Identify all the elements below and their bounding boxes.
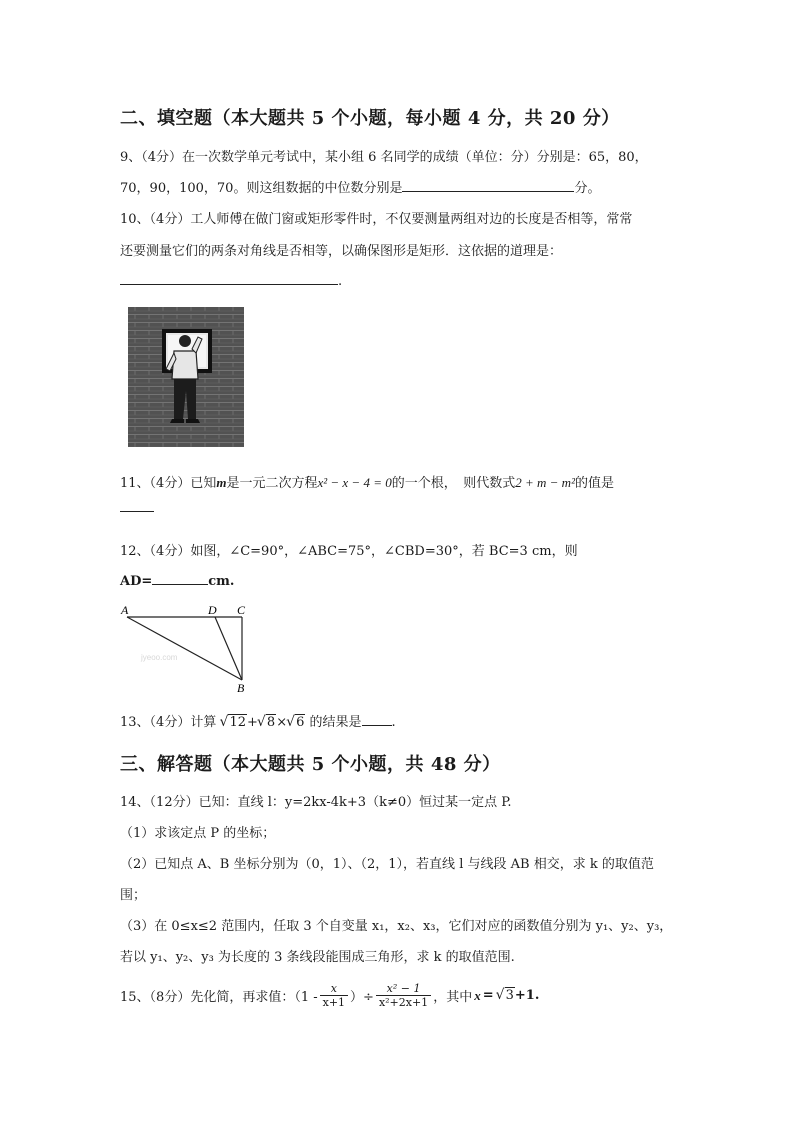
q11-text-mid: 是一元二次方程 bbox=[226, 476, 318, 491]
sqrt-6: √ 6 bbox=[287, 715, 305, 730]
q15-text-post: +1. bbox=[514, 988, 540, 1003]
point-label-b: B bbox=[237, 681, 245, 695]
q13-line bbox=[120, 711, 396, 730]
q14-line3: （2）已知点 A、B 坐标分别为（0，1）、（2，1），若直线 l 与线段 AB 相交，求 k 的取值范 bbox=[120, 857, 654, 872]
q14-line1: 14、（12分）已知：直线 l：y=2kx-4k+3（k≠0）恒过某一定点 P. bbox=[120, 795, 512, 810]
q15-var-x: x bbox=[474, 987, 481, 1003]
q15-line bbox=[120, 982, 539, 1009]
q13-text-pre: 13、（4分）计算 bbox=[120, 715, 217, 730]
q9-answer-blank[interactable] bbox=[402, 179, 574, 192]
fraction-x-over-x-plus-1: $\frac{x}{x+1}$ bbox=[320, 982, 348, 1009]
q11-text-mid2: 的一个根， 则代数式 bbox=[391, 476, 516, 491]
q10-answer-blank[interactable] bbox=[120, 272, 338, 285]
q13-answer-blank[interactable] bbox=[362, 713, 392, 726]
q12-triangle-figure bbox=[118, 602, 258, 698]
q9-line2 bbox=[120, 177, 600, 196]
watermark-text: jyeoo.com bbox=[141, 653, 178, 662]
q9-line2-end: 分。 bbox=[574, 181, 601, 196]
q11-var-m: m bbox=[216, 475, 227, 490]
section-3-title: 三、解答题（本大题共 5 个小题，共 48 分） bbox=[120, 754, 501, 775]
q11-line bbox=[120, 472, 614, 491]
q13-plus: + bbox=[247, 715, 258, 730]
q10-line3-end: . bbox=[338, 274, 343, 289]
q11-text-post: 的值是 bbox=[574, 476, 614, 491]
q11-answer-blank[interactable] bbox=[120, 511, 154, 512]
q11-expression: 2 + m − m² bbox=[515, 475, 575, 490]
q13-times: × bbox=[276, 715, 288, 730]
q14-line2: （1）求该定点 P 的坐标； bbox=[120, 826, 276, 841]
q11-text-pre: 11、（4分）已知 bbox=[120, 476, 217, 491]
q13-end: . bbox=[391, 715, 396, 730]
q14-line4: 围； bbox=[120, 888, 147, 903]
q10-line3 bbox=[120, 272, 342, 289]
sqrt-8: √ 8 bbox=[258, 715, 276, 730]
point-label-c: C bbox=[237, 603, 246, 617]
point-label-a: A bbox=[121, 603, 129, 617]
q15-text-mid: ）÷ bbox=[350, 990, 374, 1005]
q10-line1: 10、（4分）工人师傅在做门窗或矩形零件时，不仅要测量两组对边的长度是否相等，常常 bbox=[120, 212, 633, 227]
q12-ad-label: AD= bbox=[120, 574, 153, 589]
q13-text-post: 的结果是 bbox=[309, 715, 362, 730]
sqrt-3: √ 3 bbox=[497, 988, 515, 1003]
sqrt-12: √ 12 bbox=[220, 715, 247, 730]
worker-window-image bbox=[128, 307, 244, 447]
q10-line2: 还要测量它们的两条对角线是否相等，以确保图形是矩形．这依据的道理是： bbox=[120, 244, 563, 259]
q14-line6: 若以 y₁、y₂、y₃ 为长度的 3 条线段能围成三角形，求 k 的取值范围. bbox=[120, 950, 515, 965]
q11-equation: x² − x − 4 = 0 bbox=[317, 475, 392, 490]
q9-line2-text: 70，90，100，70。则这组数据的中位数分别是 bbox=[120, 181, 403, 196]
q12-line1: 12、（4分）如图，∠C=90°，∠ABC=75°，∠CBD=30°，若 BC=3 cm，则 bbox=[120, 544, 578, 559]
q12-unit: cm. bbox=[208, 574, 235, 589]
point-label-d: D bbox=[208, 603, 217, 617]
q12-line2 bbox=[120, 572, 234, 589]
fraction-x2-minus-1: $\frac{\text{x² − 1}}{\text{x²+2x+1}}$ bbox=[376, 982, 431, 1009]
q15-equals: = bbox=[482, 988, 494, 1003]
q9-line1: 9、（4分）在一次数学单元考试中，某小组 6 名同学的成绩（单位：分）分别是：65，80， bbox=[120, 150, 648, 165]
section-2-title: 二、填空题（本大题共 5 个小题，每小题 4 分，共 20 分） bbox=[120, 108, 620, 129]
q15-text-post-pre: ，其中 bbox=[433, 990, 473, 1005]
q12-answer-blank[interactable] bbox=[152, 572, 208, 585]
q15-text-pre: 15、（8分）先化简，再求值：（1 - bbox=[120, 990, 318, 1005]
q14-line5: （3）在 0≤x≤2 范围内，任取 3 个自变量 x₁，x₂、x₃，它们对应的函数值分别为 y₁、y₂、y₃， bbox=[120, 919, 673, 934]
